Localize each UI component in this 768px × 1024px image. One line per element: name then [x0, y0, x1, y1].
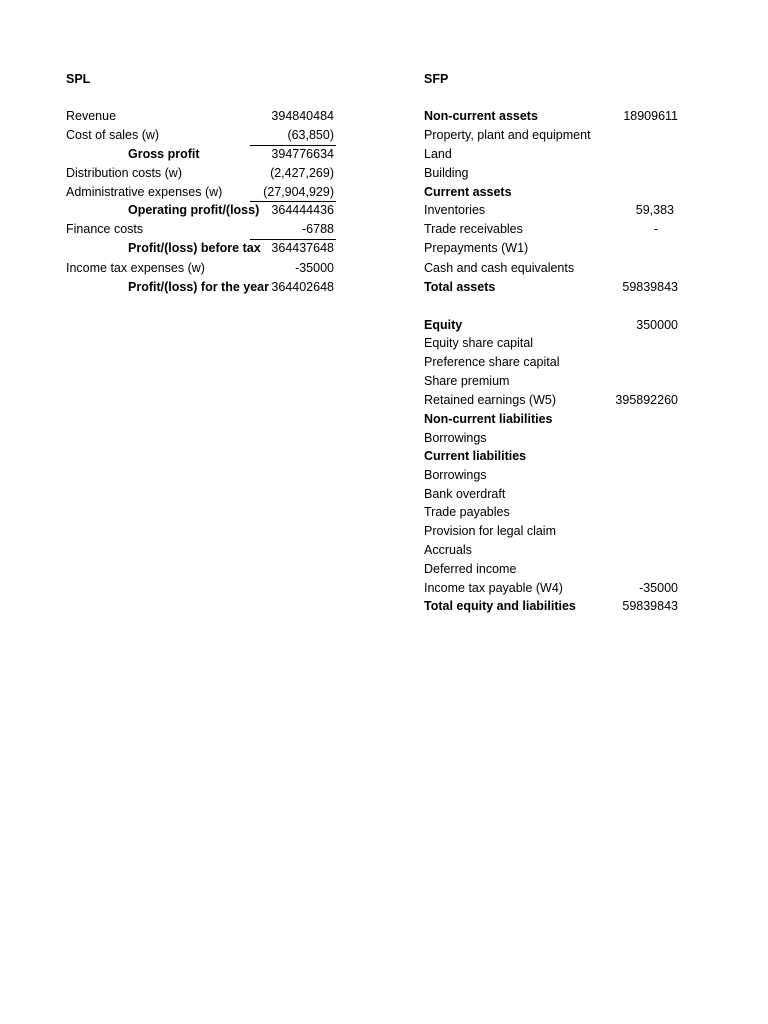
row-label: Cost of sales (w)	[66, 128, 160, 142]
row-label: Equity	[424, 318, 463, 332]
sfp-row-preference-share-capital	[424, 353, 680, 371]
spl-row-operating-profit	[66, 201, 336, 219]
row-value: 364402648	[271, 280, 334, 294]
sfp-row-retained-earnings	[424, 391, 680, 409]
row-label: Cash and cash equivalents	[424, 261, 575, 275]
row-label: Finance costs	[66, 222, 144, 236]
sfp-row-bank-overdraft	[424, 485, 680, 503]
sfp-row-ppe	[424, 126, 680, 144]
row-value: -	[653, 222, 658, 236]
spl-row-profit-before-tax	[66, 239, 336, 257]
spl-row-profit-for-year	[66, 278, 336, 296]
row-label: Accruals	[424, 543, 472, 557]
sfp-row-non-current-liabilities	[424, 410, 680, 428]
row-label: Total equity and liabilities	[424, 599, 576, 613]
row-label: Profit/(loss) for the year	[128, 280, 269, 294]
row-label: Inventories	[424, 203, 486, 217]
row-label: Bank overdraft	[424, 487, 506, 501]
row-label: Equity share capital	[424, 336, 534, 350]
sfp-row-total-equity-liabilities	[424, 597, 680, 615]
row-label: Land	[424, 147, 452, 161]
sfp-row-share-premium	[424, 372, 680, 390]
row-value: 59839843	[622, 280, 678, 294]
row-label: Revenue	[66, 109, 117, 123]
row-label: Current assets	[424, 185, 512, 199]
row-value: -6788	[302, 222, 334, 236]
row-value: 18909611	[623, 109, 678, 123]
spl-row-finance-costs	[66, 220, 336, 238]
row-value: 364437648	[271, 241, 334, 255]
row-value: 395892260	[615, 393, 678, 407]
row-label: Prepayments (W1)	[424, 241, 529, 255]
sfp-row-deferred-income	[424, 560, 680, 578]
sfp-row-current-liabilities	[424, 447, 680, 465]
sfp-row-building	[424, 164, 680, 182]
spl-row-income-tax	[66, 259, 336, 277]
row-value: 394776634	[271, 147, 334, 161]
row-value: -35000	[295, 261, 334, 275]
row-label: Preference share capital	[424, 355, 560, 369]
row-value: 394840484	[271, 109, 334, 123]
sfp-row-equity-share-capital	[424, 334, 680, 352]
row-label: Non-current assets	[424, 109, 538, 123]
spl-row-gross-profit	[66, 145, 336, 163]
row-label: Property, plant and equipment	[424, 128, 591, 142]
row-value: 364444436	[271, 203, 334, 217]
row-value: 59,383	[635, 203, 674, 217]
row-label: Profit/(loss) before tax	[128, 241, 261, 255]
row-label: Share premium	[424, 374, 510, 388]
sfp-row-c-borrowings	[424, 466, 680, 484]
row-label: Deferred income	[424, 562, 517, 576]
sfp-row-provision-legal-claim	[424, 522, 680, 540]
row-label: Trade receivables	[424, 222, 523, 236]
sfp-title: SFP	[424, 72, 449, 86]
row-label: Total assets	[424, 280, 496, 294]
spl-title: SPL	[66, 72, 91, 86]
sfp-row-nc-borrowings	[424, 429, 680, 447]
sfp-row-prepayments	[424, 239, 680, 257]
sfp-row-total-assets	[424, 278, 680, 296]
spl-row-cost-of-sales	[66, 126, 336, 144]
row-label: Operating profit/(loss)	[128, 203, 260, 217]
row-label: Gross profit	[128, 147, 200, 161]
sfp-row-current-assets	[424, 183, 680, 201]
spl-row-revenue	[66, 107, 336, 125]
sfp-row-accruals	[424, 541, 680, 559]
row-value: 59839843	[622, 599, 678, 613]
row-value: (63,850)	[287, 128, 334, 142]
sfp-row-income-tax-payable	[424, 579, 680, 597]
sfp-row-non-current-assets	[424, 107, 680, 125]
row-value: (27,904,929)	[263, 185, 334, 199]
row-label: Borrowings	[424, 468, 487, 482]
row-label: Trade payables	[424, 505, 510, 519]
row-label: Building	[424, 166, 469, 180]
sfp-row-trade-receivables	[424, 220, 680, 238]
row-label: Current liabilities	[424, 449, 527, 463]
sfp-row-cash	[424, 259, 680, 277]
row-label: Borrowings	[424, 431, 487, 445]
row-label: Non-current liabilities	[424, 412, 553, 426]
sfp-row-land	[424, 145, 680, 163]
sfp-row-trade-payables	[424, 503, 680, 521]
sfp-row-equity	[424, 316, 680, 334]
row-label: Administrative expenses (w)	[66, 185, 223, 199]
row-label: Distribution costs (w)	[66, 166, 182, 180]
sfp-row-inventories	[424, 201, 680, 219]
spl-row-administrative-expenses	[66, 183, 336, 201]
spl-row-distribution-costs	[66, 164, 336, 182]
row-label: Retained earnings (W5)	[424, 393, 557, 407]
row-value: (2,427,269)	[270, 166, 334, 180]
row-label: Provision for legal claim	[424, 524, 556, 538]
row-value: 350000	[636, 318, 678, 332]
row-value: -35000	[639, 581, 678, 595]
row-label: Income tax expenses (w)	[66, 261, 205, 275]
row-label: Income tax payable (W4)	[424, 581, 563, 595]
